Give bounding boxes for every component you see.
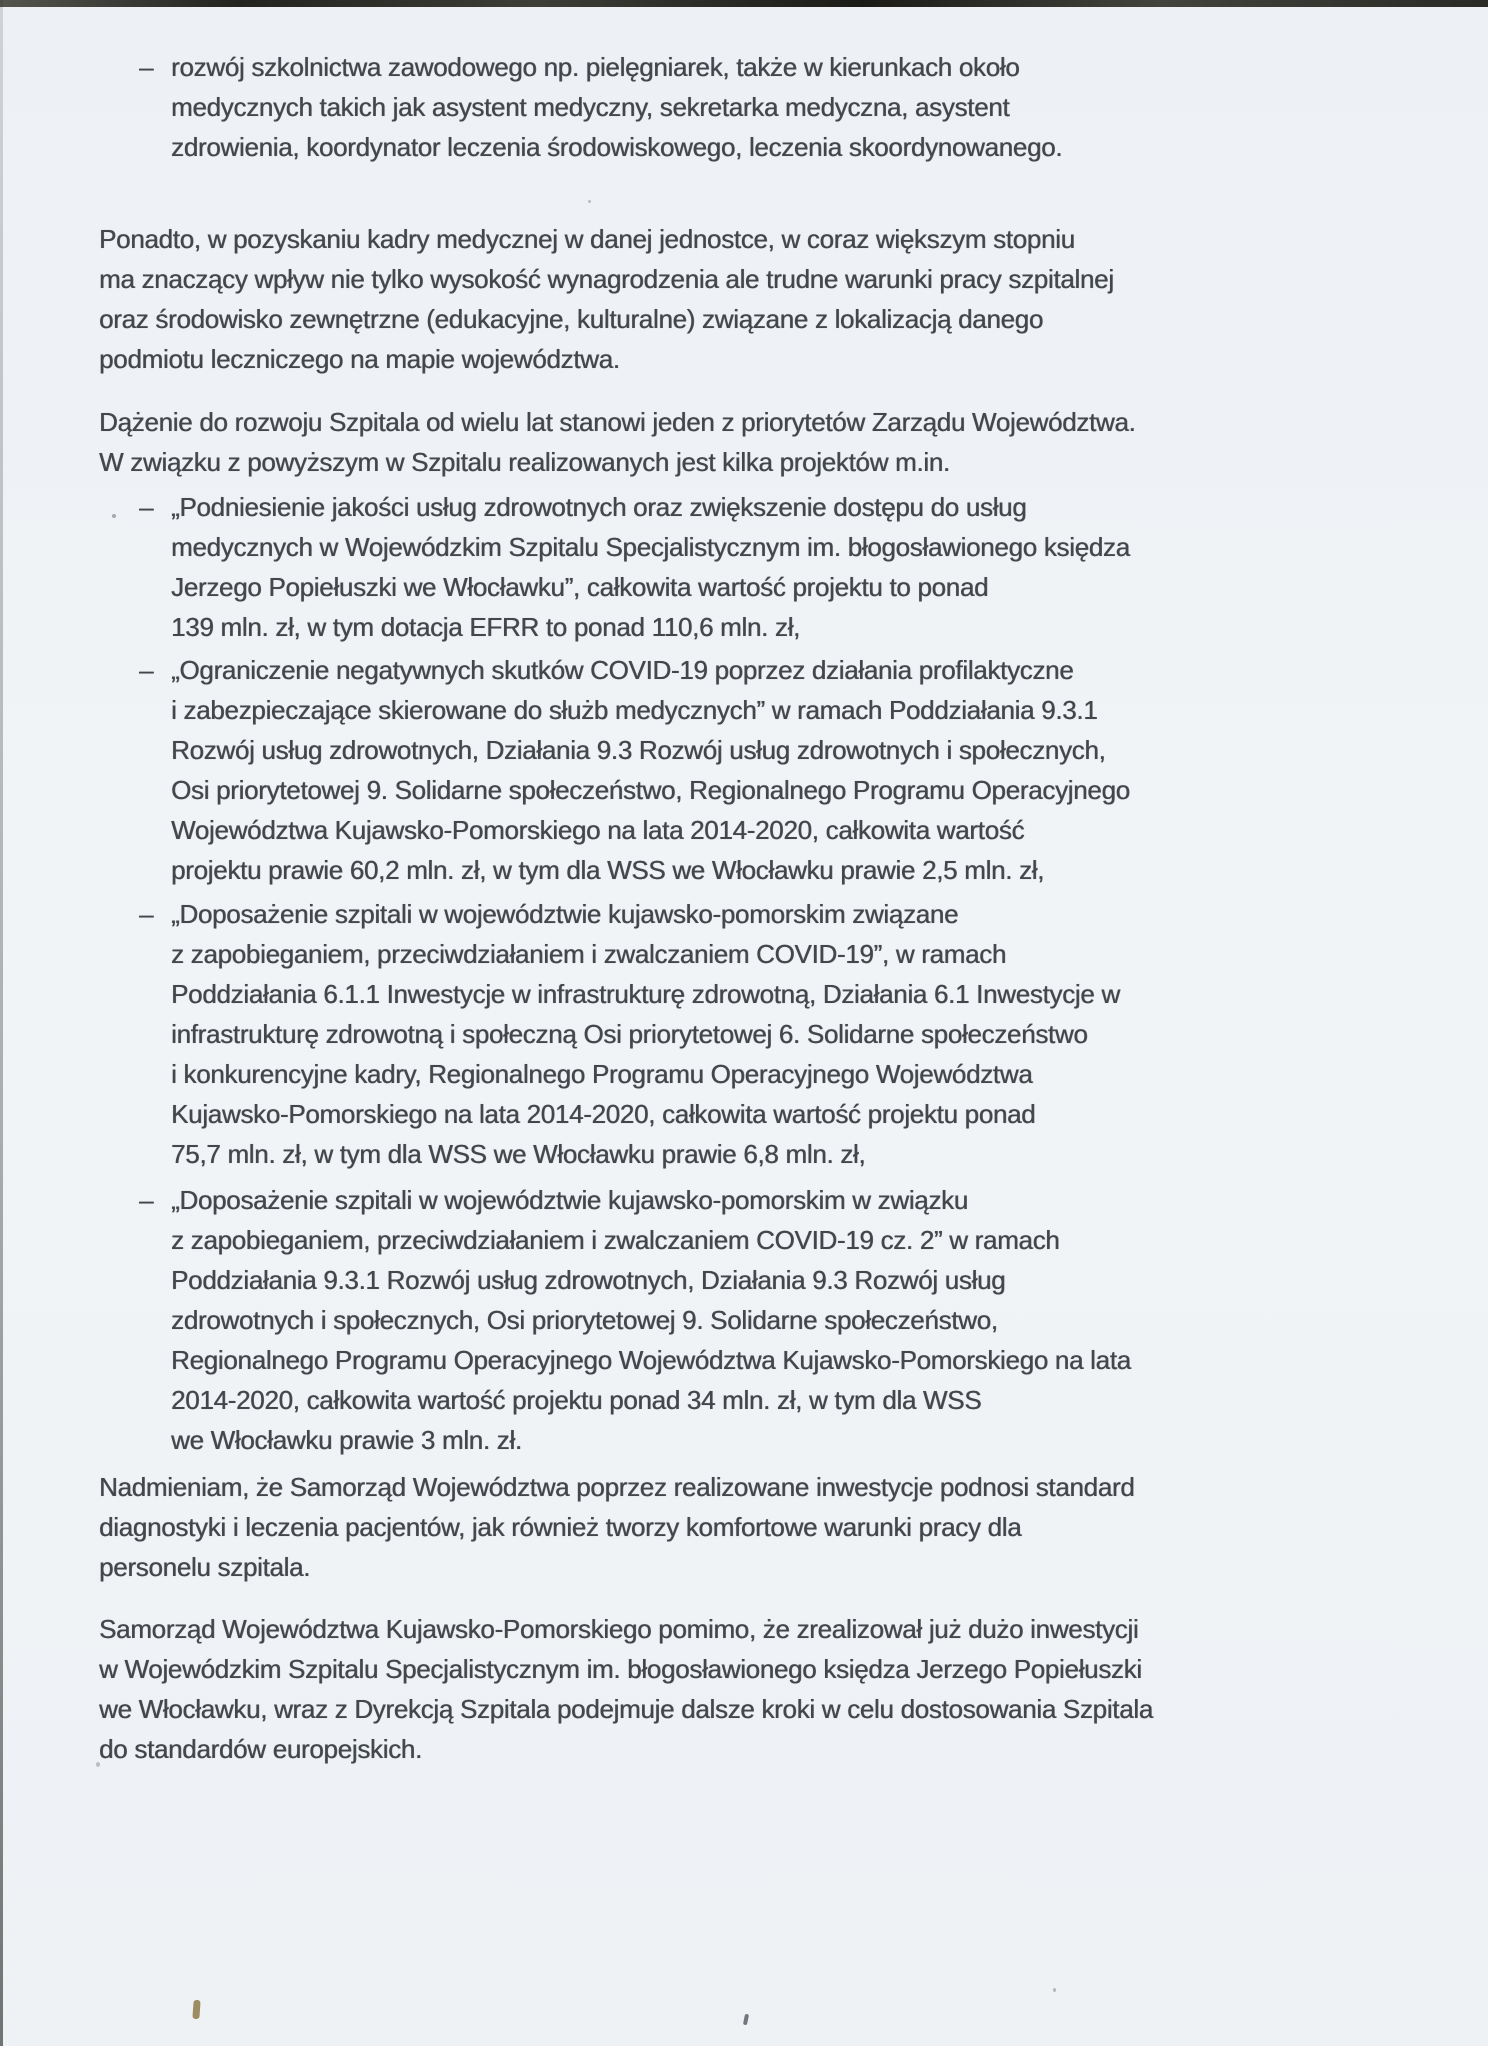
text-line: Samorząd Województwa Kujawsko-Pomorskiego pomimo, że zrealizował już dużo inwestycji — [99, 1614, 1139, 1644]
text-line: 2014-2020, całkowita wartość projektu ponad 34 mln. zł, w tym dla WSS — [171, 1385, 982, 1415]
bullet-dash-marker: – — [139, 52, 154, 82]
text-line: Dążenie do rozwoju Szpitala od wielu lat stanowi jeden z priorytetów Zarządu Województwa. — [99, 407, 1136, 437]
text-line: i konkurencyjne kadry, Regionalnego Programu Operacyjnego Województwa — [171, 1059, 1033, 1089]
paragraph — [99, 1609, 1279, 1769]
bullet-item — [99, 1180, 1279, 1460]
text-line: zdrowienia, koordynator leczenia środowiskowego, leczenia skoordynowanego. — [171, 132, 1063, 162]
scan-artifact-dot — [112, 514, 116, 518]
text-line: „Doposażenie szpitali w województwie kujawsko-pomorskim w związku — [171, 1185, 968, 1215]
text-line: W związku z powyższym w Szpitalu realizowanych jest kilka projektów m.in. — [99, 447, 950, 477]
text-line: Województwa Kujawsko-Pomorskiego na lata 2014-2020, całkowita wartość — [171, 815, 1025, 845]
paragraph — [99, 1467, 1279, 1587]
bullet-dash-marker: – — [139, 899, 154, 929]
scan-artifact-dot — [588, 200, 591, 203]
text-line: we Włocławku prawie 3 mln. zł. — [171, 1425, 522, 1455]
text-line: Osi priorytetowej 9. Solidarne społeczeństwo, Regionalnego Programu Operacyjnego — [171, 775, 1130, 805]
text-line: z zapobieganiem, przeciwdziałaniem i zwalczaniem COVID-19 cz. 2” w ramach — [171, 1225, 1060, 1255]
text-line: Ponadto, w pozyskaniu kadry medycznej w danej jednostce, w coraz większym stopniu — [99, 224, 1075, 254]
text-line: personelu szpitala. — [99, 1552, 311, 1582]
text-line: rozwój szkolnictwa zawodowego np. pielęgniarek, także w kierunkach około — [171, 52, 1020, 82]
bullet-item — [99, 894, 1279, 1174]
paragraph — [99, 402, 1279, 482]
text-line: Poddziałania 9.3.1 Rozwój usług zdrowotnych, Działania 9.3 Rozwój usług — [171, 1265, 1006, 1295]
text-line: 139 mln. zł, w tym dotacja EFRR to ponad 110,6 mln. zł, — [171, 612, 800, 642]
scan-artifact-dot — [743, 2014, 749, 2026]
text-line: Rozwój usług zdrowotnych, Działania 9.3 Rozwój usług zdrowotnych i społecznych, — [171, 735, 1106, 765]
text-line: „Podniesienie jakości usług zdrowotnych oraz zwiększenie dostępu do usług — [171, 492, 1027, 522]
bullet-dash-marker: – — [139, 492, 154, 522]
scan-artifact-dot — [96, 1762, 100, 1767]
bullet-item — [99, 650, 1279, 890]
text-line: „Ograniczenie negatywnych skutków COVID-19 poprzez działania profilaktyczne — [171, 655, 1074, 685]
text-line: Poddziałania 6.1.1 Inwestycje w infrastrukturę zdrowotną, Działania 6.1 Inwestycje w — [171, 979, 1120, 1009]
text-line: medycznych takich jak asystent medyczny, sekretarka medyczna, asystent — [171, 92, 1010, 122]
scan-artifact-left-edge — [0, 0, 3, 2046]
text-line: w Wojewódzkim Szpitalu Specjalistycznym im. błogosławionego księdza Jerzego Popiełuszki — [99, 1654, 1142, 1684]
bullet-item — [99, 47, 1279, 167]
scan-artifact-speck — [192, 2000, 200, 2019]
bullet-item — [99, 487, 1279, 647]
text-line: i zabezpieczające skierowane do służb medycznych” w ramach Poddziałania 9.3.1 — [171, 695, 1098, 725]
scan-artifact-dot — [1053, 1988, 1056, 1992]
paragraph — [99, 219, 1279, 379]
text-line: do standardów europejskich. — [99, 1734, 422, 1764]
text-line: zdrowotnych i społecznych, Osi priorytetowej 9. Solidarne społeczeństwo, — [171, 1305, 998, 1335]
text-line: diagnostyki i leczenia pacjentów, jak również tworzy komfortowe warunki pracy dla — [99, 1512, 1022, 1542]
text-line: z zapobieganiem, przeciwdziałaniem i zwalczaniem COVID-19”, w ramach — [171, 939, 1007, 969]
text-line: Nadmieniam, że Samorząd Województwa poprzez realizowane inwestycje podnosi standard — [99, 1472, 1135, 1502]
text-line: Kujawsko-Pomorskiego na lata 2014-2020, całkowita wartość projektu ponad — [171, 1099, 1036, 1129]
bullet-dash-marker: – — [139, 1185, 154, 1215]
text-line: „Doposażenie szpitali w województwie kujawsko-pomorskim związane — [171, 899, 959, 929]
text-line: oraz środowisko zewnętrzne (edukacyjne, kulturalne) związane z lokalizacją danego — [99, 304, 1043, 334]
text-line: infrastrukturę zdrowotną i społeczną Osi priorytetowej 6. Solidarne społeczeństwo — [171, 1019, 1088, 1049]
text-line: ma znaczący wpływ nie tylko wysokość wynagrodzenia ale trudne warunki pracy szpitalnej — [99, 264, 1114, 294]
bullet-dash-marker: – — [139, 655, 154, 685]
scan-artifact-top-edge — [0, 0, 1488, 7]
text-line: we Włocławku, wraz z Dyrekcją Szpitala podejmuje dalsze kroki w celu dostosowania Szpitala — [99, 1694, 1153, 1724]
text-line: 75,7 mln. zł, w tym dla WSS we Włocławku prawie 6,8 mln. zł, — [171, 1139, 866, 1169]
text-line: projektu prawie 60,2 mln. zł, w tym dla WSS we Włocławku prawie 2,5 mln. zł, — [171, 855, 1045, 885]
text-line: medycznych w Wojewódzkim Szpitalu Specjalistycznym im. błogosławionego księdza — [171, 532, 1130, 562]
document-body — [99, 47, 1279, 1769]
text-line: podmiotu leczniczego na mapie województwa. — [99, 344, 620, 374]
text-line: Regionalnego Programu Operacyjnego Województwa Kujawsko-Pomorskiego na lata — [171, 1345, 1131, 1375]
text-line: Jerzego Popiełuszki we Włocławku”, całkowita wartość projektu to ponad — [171, 572, 989, 602]
